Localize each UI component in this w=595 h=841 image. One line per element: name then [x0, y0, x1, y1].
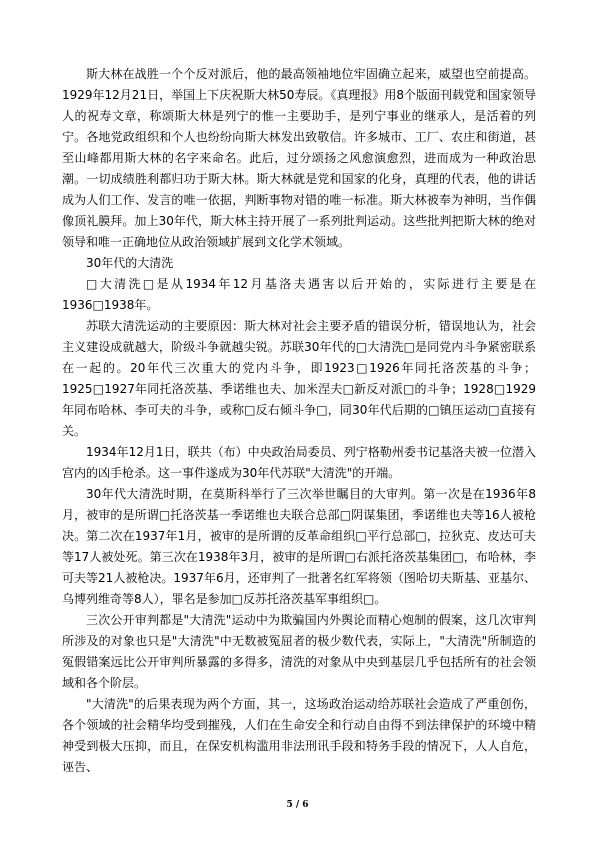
page-body [62, 64, 536, 778]
paragraph-kirov-murder: 1934年12月1日，联共（布）中央政治局委员、列宁格勒州委书记基洛夫被一位潜入宫内的凶手枪杀。这一事件遂成为30年代苏联"大清洗"的开端。 [62, 445, 536, 480]
page-number: 5 / 6 [286, 800, 309, 810]
section-heading: 30年代的大清洗 [86, 256, 174, 270]
paragraph-purge-start: □大清洗□是从1934年12月基洛夫遇害以后开始的，实际进行主要是在1936□1938年。 [62, 277, 536, 312]
paragraph-purge-causes: 苏联大清洗运动的主要原因：斯大林对社会主要矛盾的错误分析，错误地认为，社会主义建设成就越大，阶级斗争就越尖锐。苏联30年代的□大清洗□是同党内斗争紧密联系在一起的。20年代三次重大的党内斗争，即1923□1926年同托洛茨基的斗争；1925□1927年同托洛茨基、季诺维也夫、加米涅夫□新反对派□的斗争；1928□1929年同布哈林、李可夫的斗争，或称□反右倾斗争□，同30年代后期的□镇压运动□直接有关。 [62, 319, 536, 438]
paragraph-consequences: "大清洗"的后果表现为两个方面，其一，这场政治运动给苏联社会造成了严重创伤，各个领域的社会精华均受到摧残，人们在生命安全和行动自由得不到法律保护的环境中精神受到极大压抑，而且，在保安机构滥用非法刑讯手段和特务手段的情况下，人人自危，诬告、 [62, 697, 536, 774]
paragraph-stalin-cult: 斯大林在战胜一个个反对派后，他的最高领袖地位牢固确立起来，威望也空前提高。1929年12月21日，举国上下庆祝斯大林50寿辰。《真理报》用8个版面刊载党和国家领导人的祝寿文章，称颂斯大林是列宁的惟一主要助手，是列宁事业的继承人，是活着的列宁。各地党政组织和个人也纷纷向斯大林发出致敬信。许多城市、工厂、农庄和街道，甚至山峰都用斯大林的名字来命名。此后，过分颂扬之风愈演愈烈，进而成为一种政治思潮。一切成绩胜利都归功于斯大林。斯大林就是党和国家的化身，真理的代表，他的讲话成为人们工作、发言的唯一依据，判断事物对错的唯一标准。斯大林被奉为神明，当作偶像顶礼膜拜。加上30年代，斯大林主持开展了一系列批判运动。这些批判把斯大林的绝对领导和唯一正确地位从政治领域扩展到文化学术领域。 [62, 67, 536, 249]
paragraph-moscow-trials: 30年代大清洗时期，在莫斯科举行了三次举世瞩目的大审判。第一次是在1936年8月，被审的是所谓□托洛茨基一季诺维也夫联合总部□阴谋集团，季诺维也夫等16人被枪决。第二次在1937年1月，被审的是所谓的反革命组织□平行总部□，拉狄克、皮达可夫等17人被处死。第三次在1938年3月，被审的是所谓□右派托洛茨基集团□，布哈林，李可夫等21人被枪决。1937年6月，还审判了一批著名红军将领（图哈切夫斯基、亚基尔、乌博列维奇等8人），罪名是参加□反苏托洛茨基军事组织□。 [62, 487, 536, 606]
paragraph-false-cases: 三次公开审判都是"大清洗"运动中为欺骗国内外舆论而精心炮制的假案，这几次审判所涉及的对象也只是"大清洗"中无数被冤屈者的极少数代表，实际上，"大清洗"所制造的冤假错案远比公开审判所暴露的多得多，清洗的对象从中央到基层几乎包括所有的社会领域和各个阶层。 [62, 613, 536, 690]
